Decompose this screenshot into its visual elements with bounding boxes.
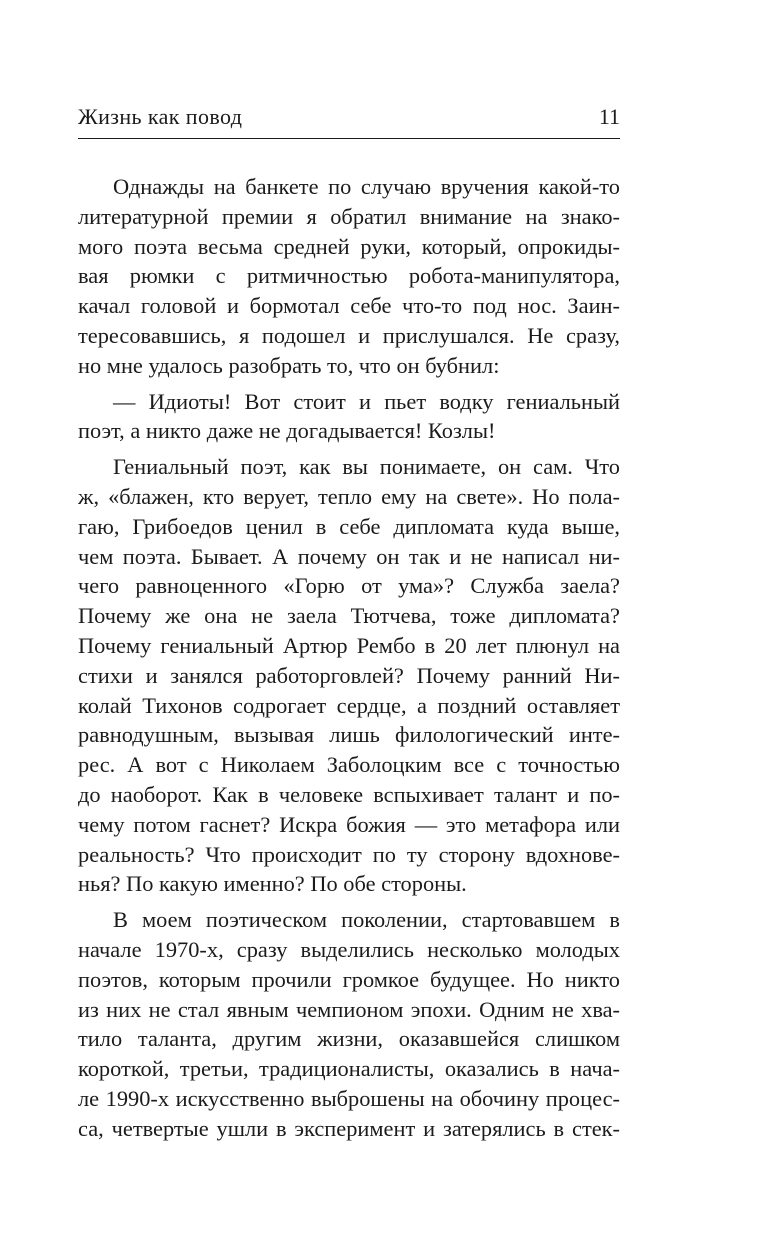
text-line: из них не стал явным чемпионом эпохи. Одним не хва- xyxy=(78,996,620,1022)
text-line: поэтов, которым прочили громкое будущее. Но никто xyxy=(78,966,620,992)
text-line: гаю, Грибоедов ценил в себе дипломата куда выше, xyxy=(78,513,620,539)
paragraph xyxy=(78,905,620,1143)
text-line: В моем поэтическом поколении, стартовавшем в xyxy=(113,907,620,933)
paragraph xyxy=(78,172,620,381)
text-line: вая рюмки с ритмичностью робота-манипулятора, xyxy=(78,263,620,289)
text-line: чему потом гаснет? Искра божия — это метафора или xyxy=(78,811,620,837)
text-line: Почему же она не заела Тютчева, тоже дипломата? xyxy=(78,603,620,629)
text-line: тило таланта, другим жизни, оказавшейся слишком xyxy=(78,1026,620,1052)
text-line: тересовавшись, я подошел и прислушался. Не сразу, xyxy=(78,322,620,348)
body-text xyxy=(78,172,620,1144)
text-line: Почему гениальный Артюр Рембо в 20 лет плюнул на xyxy=(78,632,620,658)
page-number: 11 xyxy=(598,104,620,129)
text-line: начале 1970-х, сразу выделились несколько молодых xyxy=(78,936,620,962)
paragraph xyxy=(78,387,620,447)
text-line: короткой, третьи, традиционалисты, оказались в нача- xyxy=(78,1056,620,1082)
text-line: качал головой и бормотал себе что-то под нос. Заин- xyxy=(78,293,620,319)
text-line: до наоборот. Как в человеке вспыхивает талант и по- xyxy=(78,781,620,807)
text-line: са, четвертые ушли в эксперимент и затерялись в стек- xyxy=(78,1115,620,1141)
text-line: ле 1990-х искусственно выброшены на обочину процес- xyxy=(78,1085,620,1111)
text-line: поэт, а никто даже не догадывается! Козлы! xyxy=(78,418,496,444)
text-line: равнодушным, вызывая лишь филологический инте- xyxy=(78,722,620,748)
paragraph xyxy=(78,452,620,899)
text-line: литературной премии я обратил внимание на знако- xyxy=(78,203,620,229)
text-line: чего равноценного «Горю от ума»? Служба заела? xyxy=(78,573,620,599)
text-line: ж, «блажен, кто верует, тепло ему на свете». Но пола- xyxy=(78,483,620,509)
text-line: стихи и занялся работорговлей? Почему ранний Ни- xyxy=(78,662,620,688)
text-line: реальность? Что происходит по ту сторону вдохнове- xyxy=(78,841,620,867)
text-line: чем поэта. Бывает. А почему он так и не написал ни- xyxy=(78,543,620,569)
text-line: колай Тихонов содрогает сердце, а поздний оставляет xyxy=(78,692,620,718)
running-head-title: Жизнь как повод xyxy=(78,104,243,129)
text-line: Однажды на банкете по случаю вручения какой-то xyxy=(113,174,620,199)
book-page xyxy=(78,102,620,1144)
text-line: мого поэта весьма средней руки, который, опрокиды- xyxy=(78,233,620,259)
running-head xyxy=(78,102,620,139)
text-line: — Идиоты! Вот стоит и пьет водку гениальный xyxy=(113,388,620,414)
text-line: рес. А вот с Николаем Заболоцким все с точностью xyxy=(78,752,620,778)
text-line: Гениальный поэт, как вы понимаете, он сам. Что xyxy=(113,454,620,480)
text-line: нья? По какую именно? По обе стороны. xyxy=(78,871,467,897)
text-line: но мне удалось разобрать то, что он бубнил: xyxy=(78,352,500,378)
